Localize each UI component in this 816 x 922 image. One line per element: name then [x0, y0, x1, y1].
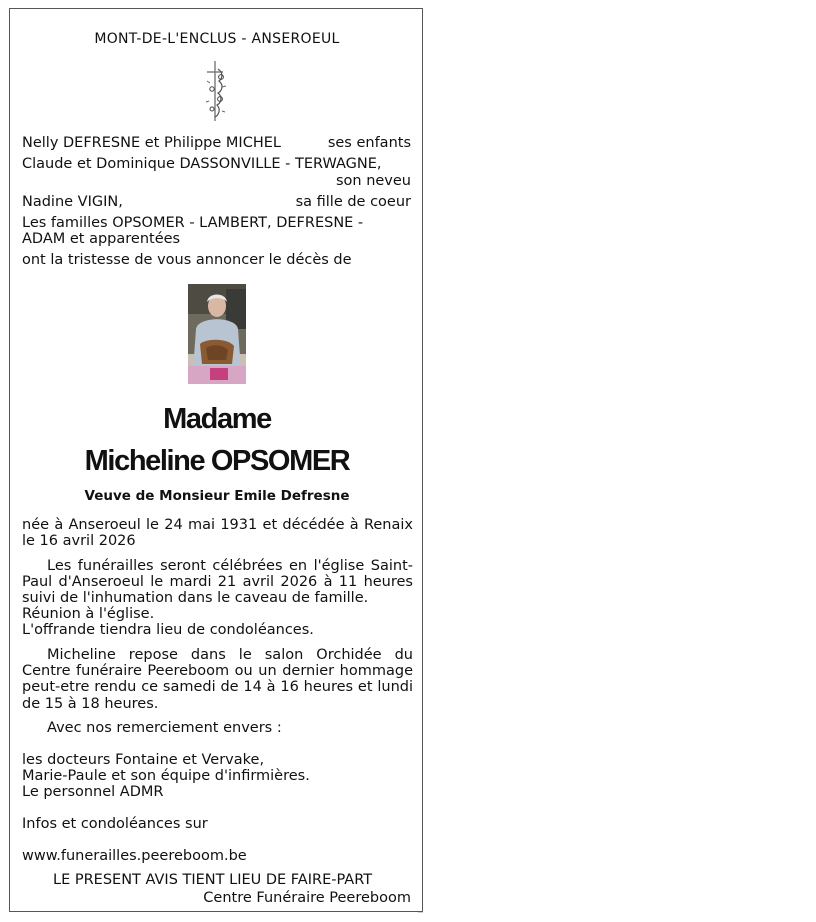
notice-line: LE PRESENT AVIS TIENT LIEU DE FAIRE-PART — [53, 872, 373, 888]
announcement-line: ont la tristesse de vous annoncer le décès de — [22, 252, 352, 268]
funeral-paragraph: Les funérailles seront célébrées en l'église Saint-Paul d'Anseroeul le mardi 21 avril 2026 à 11 heures suivi de l'inhumation dans le caveau de famille. — [22, 558, 413, 607]
portrait-photo — [188, 284, 246, 384]
family-line-4b: ADAM et apparentées — [22, 231, 181, 247]
family-line-4a: Les familles OPSOMER - LAMBERT, DEFRESNE - — [22, 215, 364, 231]
deceased-name: Micheline OPSOMER — [84, 445, 350, 477]
signature-line: Centre Funéraire Peereboom — [203, 890, 411, 906]
family-line-2-role: son neveu — [335, 173, 411, 189]
family-line-1-names: Nelly DEFRESNE et Philippe MICHEL — [22, 135, 281, 151]
family-line-3-role: sa fille de coeur — [295, 194, 411, 210]
thanks-item: les docteurs Fontaine et Vervake, — [22, 752, 265, 768]
family-line-2-names: Claude et Dominique DASSONVILLE - TERWAGNE, — [22, 156, 382, 172]
birth-death-paragraph: née à Anseroeul le 24 mai 1931 et décédée à Renaix le 16 avril 2026 — [22, 517, 413, 550]
family-line-3-names: Nadine VIGIN, — [22, 194, 123, 210]
infos-line: Infos et condoléances sur — [22, 816, 208, 832]
offering-line: L'offrande tiendra lieu de condoléances. — [22, 622, 314, 638]
cross-with-roses-icon — [202, 59, 232, 123]
reunion-line: Réunion à l'église. — [22, 606, 155, 622]
website-link[interactable]: www.funerailles.peereboom.be — [22, 848, 247, 864]
thanks-item: Marie-Paule et son équipe d'infirmières. — [22, 768, 310, 784]
obituary-notice — [9, 8, 423, 912]
thanks-line: Avec nos remerciement envers : — [47, 720, 282, 736]
place-heading: MONT-DE-L'ENCLUS - ANSEROEUL — [94, 31, 340, 47]
deceased-title: Madame — [163, 403, 271, 435]
visitation-paragraph: Micheline repose dans le salon Orchidée du Centre funéraire Peereboom ou un dernier hommage peut-etre rendu ce samedi de 14 à 16 heures et lundi de 15 à 18 heures. — [22, 647, 413, 712]
family-line-1-role: ses enfants — [327, 135, 411, 151]
spouse-line: Veuve de Monsieur Emile Defresne — [84, 488, 350, 504]
thanks-item: Le personnel ADMR — [22, 784, 164, 800]
